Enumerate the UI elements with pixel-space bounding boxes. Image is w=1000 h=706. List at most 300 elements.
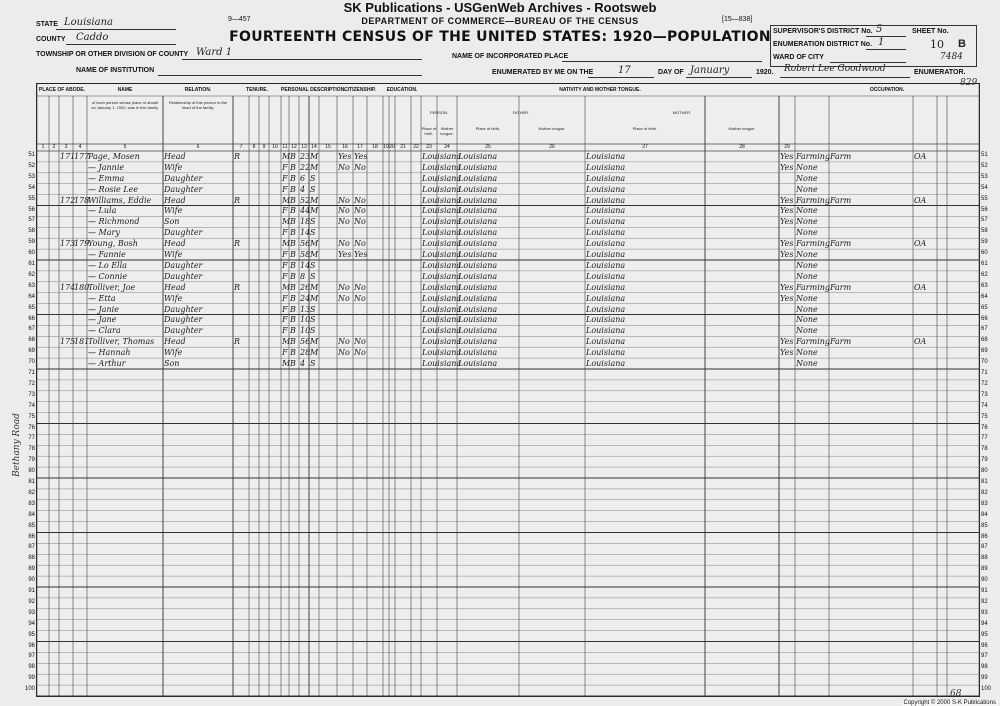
row-number-left: 96 (28, 642, 35, 649)
column-group-header: EDUCATION. (386, 87, 418, 93)
cell-occupation: None (796, 206, 818, 216)
cell-age: 6 (300, 173, 306, 183)
cell-family: 179 (74, 239, 90, 249)
cell-write: No (354, 239, 366, 249)
row-number-right: 96 (981, 642, 988, 649)
cell-write: No (354, 195, 366, 205)
cell-marital: M (310, 337, 319, 347)
cell-age: 28 (300, 348, 311, 358)
column-group-header: RELATION. (184, 87, 212, 93)
row-number-right: 99 (981, 675, 988, 682)
cell-m-birth: Louisiana (586, 206, 626, 216)
cell-read: No (338, 282, 350, 292)
cell-m-birth: Louisiana (586, 228, 626, 238)
column-number: 19 (383, 144, 389, 150)
row-number-right: 94 (981, 620, 988, 627)
row-number-left: 83 (28, 500, 35, 507)
cell-sex: F (282, 173, 288, 183)
table-row (37, 261, 979, 270)
row-number-right: 76 (981, 424, 988, 431)
cell-english: Yes (780, 239, 794, 249)
cell-class: OA (914, 282, 927, 292)
cell-name: — Connie (88, 271, 128, 281)
table-row (37, 250, 979, 259)
column-number: 15 (325, 144, 331, 150)
cell-read: No (338, 162, 350, 172)
cell-m-birth: Louisiana (586, 162, 626, 172)
column-number: 6 (196, 144, 200, 150)
cell-relation: Daughter (164, 228, 203, 238)
incorporated-line (562, 61, 762, 62)
cell-relation: Son (164, 217, 180, 227)
copyright-notice: Copyright © 2000 S-K Publications (903, 700, 996, 706)
cell-marital: S (310, 359, 316, 369)
cell-f-birth: Louisiana (458, 282, 498, 292)
cell-birth: Louisiana (422, 184, 462, 194)
cell-name: — Arthur (88, 359, 126, 369)
cell-occupation: None (796, 250, 818, 260)
cell-f-birth: Louisiana (458, 173, 498, 183)
cell-dwelling: 175 (60, 337, 76, 347)
cell-name: — Lula (88, 206, 117, 216)
cell-family: 178 (74, 195, 90, 205)
cell-race: B (290, 359, 296, 369)
page-title: FOURTEENTH CENSUS OF THE UNITED STATES: 1920—POPULATION (229, 29, 771, 45)
cell-name: — Rosie Lee (88, 184, 139, 194)
column-number: 3 (64, 144, 68, 150)
cell-age: 44 (300, 206, 311, 216)
cell-sex: F (282, 184, 288, 194)
row-number-right: 86 (981, 533, 988, 540)
cell-f-birth: Louisiana (458, 151, 498, 161)
sheet-label: SHEET No. (912, 28, 949, 35)
supervisor-line (866, 36, 906, 37)
cell-industry: Farm (830, 282, 852, 292)
column-group-header: NAME (117, 87, 133, 93)
table-row (37, 272, 979, 281)
column-number: 11 (282, 144, 288, 150)
cell-birth: Louisiana (422, 217, 462, 227)
cell-occupation: Farming (796, 195, 831, 205)
row-number-right: 68 (981, 337, 988, 344)
cell-f-birth: Louisiana (458, 228, 498, 238)
state-value: Louisiana (64, 17, 113, 28)
cell-sex: F (282, 348, 288, 358)
cell-relation: Daughter (164, 271, 203, 281)
column-number: 23 (426, 144, 432, 150)
column-number: 28 (739, 144, 745, 150)
month-line (686, 77, 752, 78)
cell-f-birth: Louisiana (458, 217, 498, 227)
column-number: 2 (52, 144, 56, 150)
column-number: 24 (444, 144, 450, 150)
cell-m-birth: Louisiana (586, 260, 626, 270)
row-number-right: 56 (981, 206, 988, 213)
row-number-right: 71 (981, 370, 988, 376)
cell-race: B (290, 348, 296, 358)
cell-m-birth: Louisiana (586, 250, 626, 260)
cell-english: Yes (780, 293, 794, 303)
cell-race: B (290, 337, 296, 347)
cell-age: 13 (300, 304, 311, 314)
cell-name: — Janie (88, 304, 119, 314)
row-number-right: 88 (981, 555, 988, 562)
cell-m-birth: Louisiana (586, 151, 626, 161)
row-number-right: 73 (981, 391, 988, 398)
cell-tenure: R (234, 239, 241, 249)
table-row (37, 217, 979, 226)
cell-f-birth: Louisiana (458, 359, 498, 369)
cell-m-birth: Louisiana (586, 173, 626, 183)
cell-english: Yes (780, 282, 794, 292)
table-row (37, 359, 979, 368)
row-number-left: 53 (28, 173, 35, 180)
cell-relation: Daughter (164, 260, 203, 270)
table-row (37, 315, 979, 324)
cell-read: Yes (338, 250, 352, 260)
cell-english: Yes (780, 337, 794, 347)
row-number-left: 92 (28, 598, 35, 605)
enum-district-line (866, 49, 906, 50)
table-row (37, 337, 979, 346)
cell-family: 177 (74, 151, 90, 161)
cell-age: 52 (300, 195, 311, 205)
cell-race: B (290, 293, 296, 303)
row-number-right: 85 (981, 522, 988, 529)
column-number: 14 (311, 144, 317, 150)
row-number-left: 69 (28, 348, 35, 355)
left-margin-note: Bethany Road (12, 413, 22, 477)
cell-relation: Daughter (164, 304, 203, 314)
person-subhead: PERSON. (429, 110, 448, 115)
row-number-left: 89 (28, 566, 35, 573)
cell-name: Tolliver, Joe (88, 282, 136, 292)
cell-race: B (290, 239, 296, 249)
father-subhead: FATHER. (512, 110, 530, 115)
site-banner: SK Publications - USGenWeb Archives - Rootsweb (343, 0, 657, 15)
cell-birth: Louisiana (422, 173, 462, 183)
cell-marital: S (310, 304, 316, 314)
cell-marital: S (310, 228, 316, 238)
cell-write: No (354, 293, 366, 303)
row-number-left: 78 (28, 446, 35, 453)
cell-write: Yes (354, 250, 368, 260)
column-number: 22 (413, 144, 419, 150)
place-of-birth-subhead: Place of birth. (421, 126, 437, 136)
cell-sex: F (282, 260, 288, 270)
enum-district-label: ENUMERATION DISTRICT No. (773, 41, 873, 48)
cell-sex: F (282, 271, 288, 281)
cell-class: OA (914, 195, 927, 205)
cell-relation: Head (164, 337, 186, 347)
cell-name: — Jannie (88, 162, 125, 172)
cell-f-birth: Louisiana (458, 315, 498, 325)
cell-tenure: R (234, 337, 241, 347)
row-number-right: 98 (981, 664, 988, 671)
table-row (37, 206, 979, 215)
cell-race: B (290, 162, 296, 172)
cell-english: Yes (780, 162, 794, 172)
row-number-left: 84 (28, 511, 35, 518)
cell-race: B (290, 217, 296, 227)
column-number: 13 (301, 144, 307, 150)
row-number-right: 74 (981, 402, 988, 409)
row-number-left: 87 (28, 544, 35, 551)
cell-write: No (354, 217, 366, 227)
cell-race: B (290, 184, 296, 194)
cell-occupation: None (796, 228, 818, 238)
cell-relation: Wife (164, 348, 183, 358)
cell-marital: M (310, 293, 319, 303)
row-number-left: 71 (28, 370, 35, 376)
cell-birth: Louisiana (422, 337, 462, 347)
row-number-right: 90 (981, 577, 988, 584)
row-number-right: 54 (981, 184, 988, 191)
row-number-left: 60 (28, 250, 35, 257)
row-number-left: 88 (28, 555, 35, 562)
column-number: 25 (485, 144, 491, 150)
cell-m-birth: Louisiana (586, 271, 626, 281)
cell-occupation: None (796, 315, 818, 325)
cell-m-birth: Louisiana (586, 326, 626, 336)
cell-name: — Mary (88, 228, 120, 238)
cell-age: 14 (300, 260, 311, 270)
cell-occupation: Farming (796, 239, 831, 249)
cell-marital: M (310, 239, 319, 249)
row-number-left: 93 (28, 609, 35, 616)
cell-m-birth: Louisiana (586, 195, 626, 205)
cell-age: 8 (300, 271, 306, 281)
row-number-right: 78 (981, 446, 988, 453)
cell-name: — Emma (88, 173, 125, 183)
cell-marital: M (310, 348, 319, 358)
row-number-right: 64 (981, 293, 988, 300)
cell-sex: M (282, 359, 291, 369)
cell-f-birth: Louisiana (458, 260, 498, 270)
enum-district-value: 1 (878, 37, 885, 48)
column-number: 12 (291, 144, 297, 150)
row-number-left: 80 (28, 468, 35, 475)
cell-birth: Louisiana (422, 151, 462, 161)
column-number: 4 (78, 144, 82, 150)
cell-m-birth: Louisiana (586, 337, 626, 347)
day-of-label: DAY OF (658, 69, 684, 76)
cell-birth: Louisiana (422, 206, 462, 216)
cell-relation: Wife (164, 250, 183, 260)
cell-birth: Louisiana (422, 250, 462, 260)
cell-race: B (290, 228, 296, 238)
cell-marital: S (310, 315, 316, 325)
cell-age: 4 (300, 184, 306, 194)
row-number-left: 57 (28, 217, 35, 224)
cell-occupation: None (796, 184, 818, 194)
row-number-left: 90 (28, 577, 35, 584)
row-number-right: 61 (981, 261, 988, 267)
cell-english: Yes (780, 217, 794, 227)
cell-name: Tolliver, Thomas (88, 337, 155, 347)
corner-number: 7484 (940, 52, 963, 62)
table-row (37, 305, 979, 314)
cell-sex: M (282, 217, 291, 227)
cell-occupation: Farming (796, 282, 831, 292)
cell-relation: Daughter (164, 184, 203, 194)
row-number-left: 59 (28, 239, 35, 246)
cell-race: B (290, 151, 296, 161)
cell-birth: Louisiana (422, 282, 462, 292)
row-number-left: 74 (28, 402, 35, 409)
cell-name: — Lo Ella (88, 260, 127, 270)
cell-sex: F (282, 326, 288, 336)
ward-line (830, 62, 906, 63)
cell-english: Yes (780, 151, 794, 161)
cell-birth: Louisiana (422, 228, 462, 238)
cell-race: B (290, 206, 296, 216)
cell-sex: M (282, 282, 291, 292)
cell-relation: Wife (164, 162, 183, 172)
cell-race: B (290, 315, 296, 325)
cell-name: Williams, Eddie (88, 195, 152, 205)
cell-race: B (290, 250, 296, 260)
cell-name: — Richmond (88, 217, 140, 227)
cell-marital: M (310, 206, 319, 216)
county-value: Caddo (76, 32, 109, 43)
cell-f-birth: Louisiana (458, 184, 498, 194)
row-number-right: 100 (981, 686, 992, 693)
page-footer-number: 68 (950, 689, 962, 699)
day-line (588, 77, 654, 78)
row-number-left: 86 (28, 533, 35, 540)
cell-race: B (290, 260, 296, 270)
cell-f-birth: Louisiana (458, 293, 498, 303)
row-number-left: 72 (28, 380, 35, 387)
row-number-right: 97 (981, 653, 988, 660)
cell-family: 181 (74, 337, 90, 347)
row-number-right: 65 (981, 304, 988, 311)
row-number-left: 95 (28, 631, 35, 638)
cell-birth: Louisiana (422, 304, 462, 314)
column-number: 7 (239, 144, 243, 150)
cell-relation: Head (164, 282, 186, 292)
cell-sex: F (282, 206, 288, 216)
cell-m-birth: Louisiana (586, 315, 626, 325)
cell-occupation: None (796, 348, 818, 358)
row-number-left: 77 (28, 435, 35, 442)
cell-birth: Louisiana (422, 195, 462, 205)
enumerated-label: ENUMERATED BY ME ON THE (492, 69, 594, 76)
cell-birth: Louisiana (422, 162, 462, 172)
right-margin-number: 829 (960, 78, 978, 88)
incorporated-label: NAME OF INCORPORATED PLACE (452, 53, 569, 60)
cell-occupation: None (796, 326, 818, 336)
cell-write: No (354, 282, 366, 292)
table-row (37, 174, 979, 183)
row-number-right: 77 (981, 435, 988, 442)
cell-relation: Head (164, 195, 186, 205)
row-number-right: 84 (981, 511, 988, 518)
table-row (37, 348, 979, 357)
cell-sex: F (282, 228, 288, 238)
cell-birth: Louisiana (422, 326, 462, 336)
cell-marital: M (310, 151, 319, 161)
row-number-right: 75 (981, 413, 988, 420)
cell-dwelling: 173 (60, 239, 76, 249)
row-number-left: 58 (28, 228, 35, 235)
row-number-left: 52 (28, 162, 35, 169)
cell-race: B (290, 326, 296, 336)
cell-m-birth: Louisiana (586, 217, 626, 227)
enumerator-line (780, 77, 910, 78)
column-number: 10 (272, 144, 278, 150)
table-row (37, 152, 979, 161)
cell-tenure: R (234, 151, 241, 161)
row-number-left: 56 (28, 206, 35, 213)
cell-write: No (354, 337, 366, 347)
column-number: 18 (372, 144, 378, 150)
cell-race: B (290, 173, 296, 183)
cell-occupation: None (796, 304, 818, 314)
sheet-letter: B (958, 38, 966, 50)
column-group-header: OCCUPATION. (869, 87, 905, 93)
cell-sex: M (282, 195, 291, 205)
mother-tongue-subhead: Mother tongue. (440, 126, 454, 136)
institution-line (158, 75, 422, 76)
cell-occupation: Farming (796, 151, 831, 161)
cell-relation: Wife (164, 206, 183, 216)
column-group-header: PLACE OF ABODE. (39, 87, 85, 93)
cell-marital: S (310, 260, 316, 270)
row-number-left: 82 (28, 489, 35, 496)
cell-industry: Farm (830, 195, 852, 205)
cell-f-birth: Louisiana (458, 326, 498, 336)
cell-sex: F (282, 315, 288, 325)
row-number-right: 83 (981, 500, 988, 507)
cell-write: No (354, 348, 366, 358)
mother-tongue-subhead: Mother tongue. (728, 126, 756, 131)
cell-sex: F (282, 304, 288, 314)
cell-dwelling: 171 (60, 151, 76, 161)
department-heading: DEPARTMENT OF COMMERCE—BUREAU OF THE CENSUS (361, 16, 639, 26)
row-number-right: 95 (981, 631, 988, 638)
cell-occupation: None (796, 162, 818, 172)
cell-relation: Daughter (164, 315, 203, 325)
cell-read: No (338, 293, 350, 303)
row-number-left: 100 (25, 686, 36, 693)
state-label: STATE (36, 21, 58, 28)
row-number-right: 72 (981, 380, 988, 387)
cell-birth: Louisiana (422, 271, 462, 281)
institution-label: NAME OF INSTITUTION (76, 67, 155, 74)
cell-age: 18 (300, 217, 311, 227)
row-number-left: 51 (28, 152, 35, 158)
row-number-right: 60 (981, 250, 988, 257)
row-number-left: 81 (28, 479, 35, 485)
cell-read: No (338, 348, 350, 358)
row-number-right: 51 (981, 152, 988, 158)
cell-m-birth: Louisiana (586, 184, 626, 194)
row-number-right: 62 (981, 271, 988, 278)
table-row (37, 283, 979, 292)
cell-age: 10 (300, 326, 311, 336)
supervisor-value: 5 (876, 24, 883, 35)
cell-f-birth: Louisiana (458, 162, 498, 172)
table-row (37, 326, 979, 335)
cell-read: No (338, 239, 350, 249)
row-number-left: 85 (28, 522, 35, 529)
cell-birth: Louisiana (422, 359, 462, 369)
row-number-right: 53 (981, 173, 988, 180)
cell-birth: Louisiana (422, 315, 462, 325)
cell-occupation: None (796, 359, 818, 369)
